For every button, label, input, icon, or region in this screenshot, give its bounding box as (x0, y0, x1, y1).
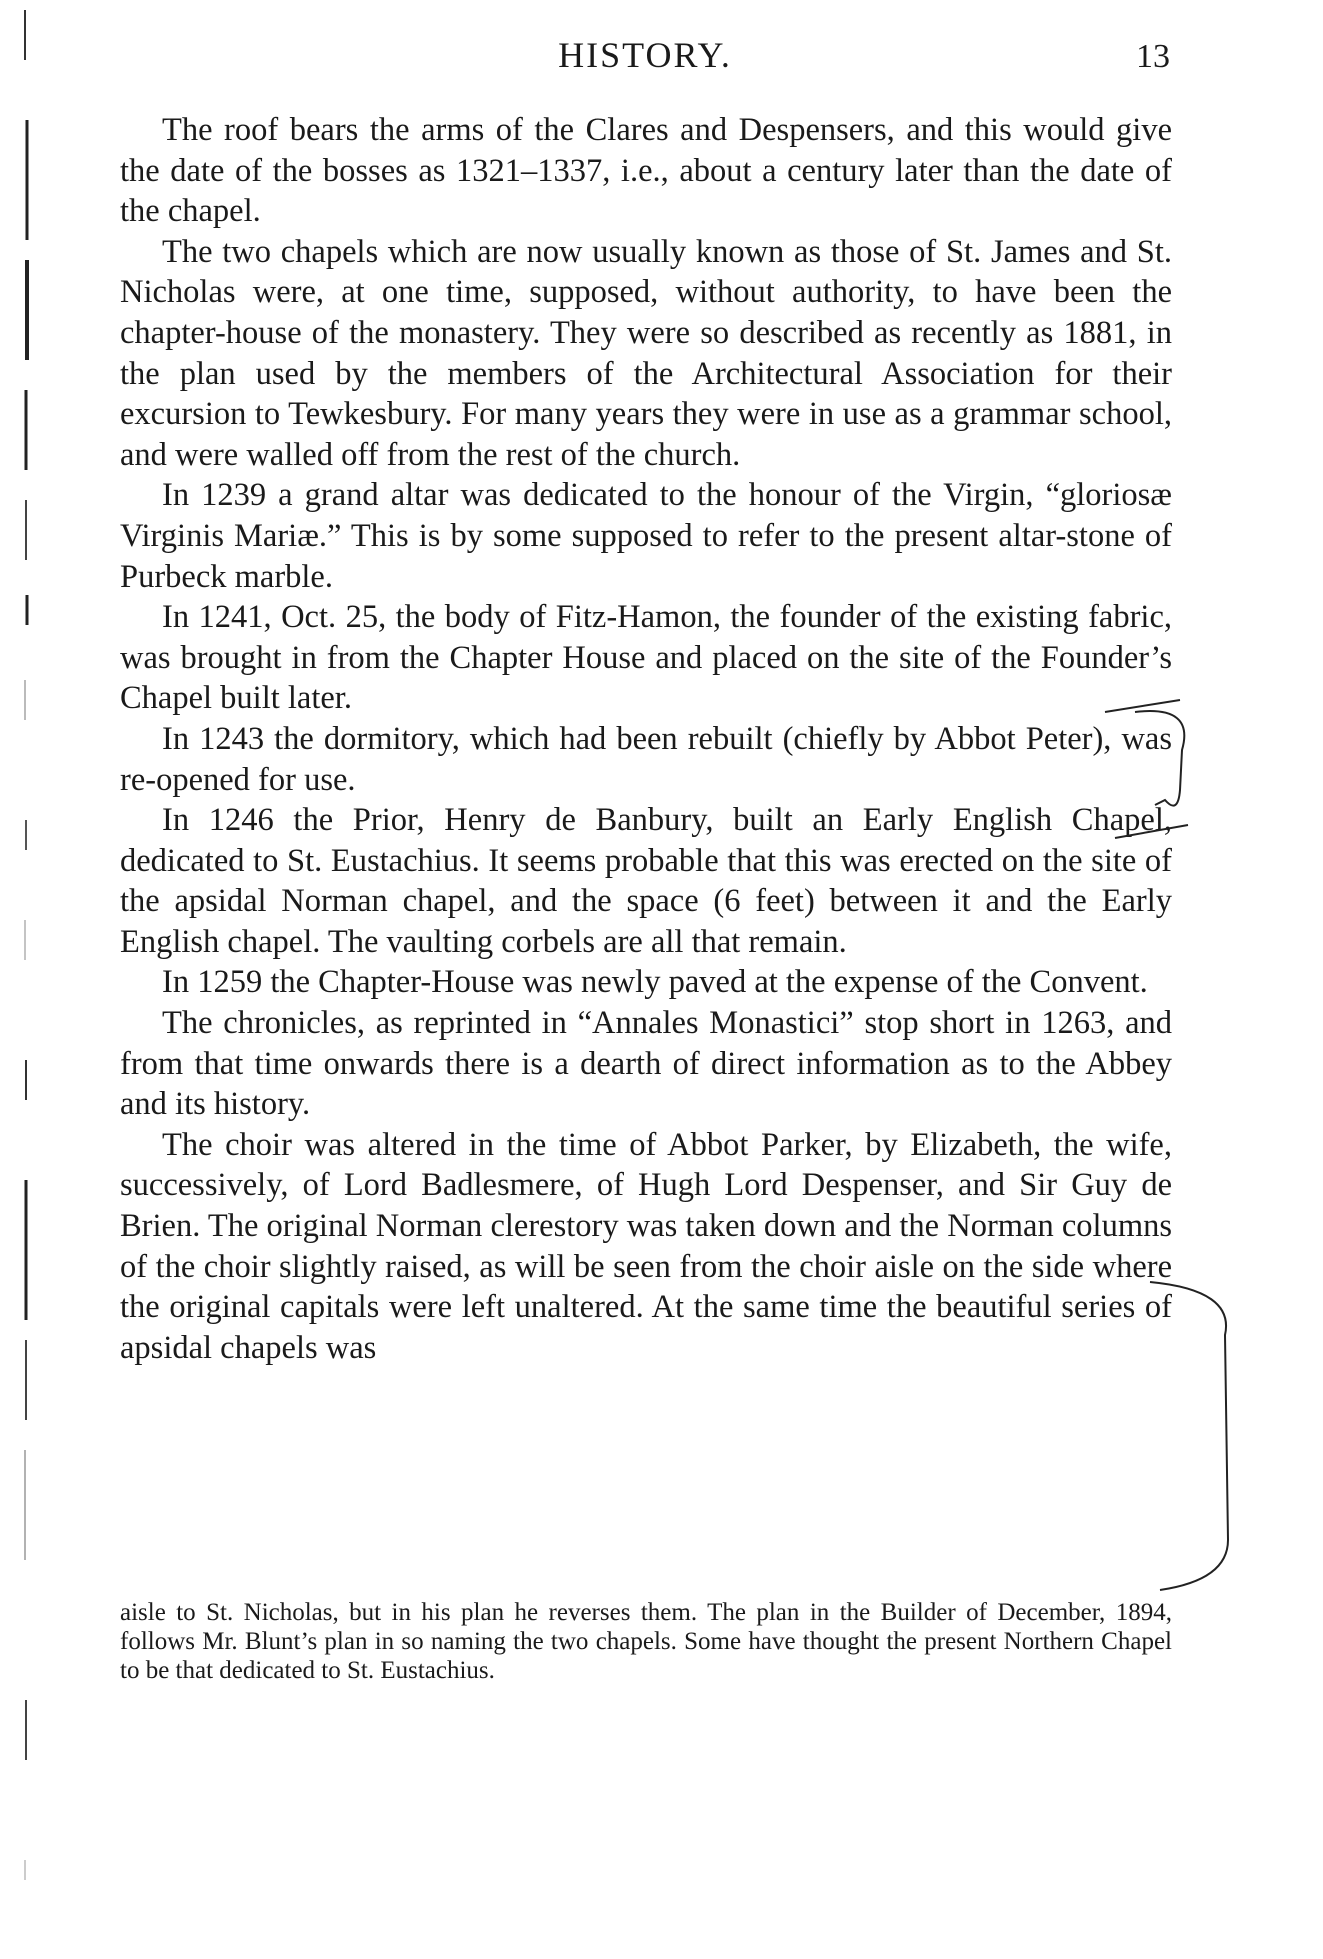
paragraph: In 1243 the dormitory, which had been rebuilt (chiefly by Abbot Peter), was re-opened for use. (120, 720, 1172, 798)
paragraph: The roof bears the arms of the Clares and Despensers, and this would give the date of the bosses as 1321–1337, i.e., about a century later than the date of the chapel. (120, 112, 1172, 230)
paragraph: The choir was altered in the time of Abbot Parker, by Elizabeth, the wife, successively, of Lord Badlesmere, of Hugh Lord Despenser, and Sir Guy de Brien. The original Norman clerestory was taken down and the Norman columns of the choir slightly raised, as will be seen from the choir aisle on the side where the original capitals were left unaltered. At the same time the beautiful series of apsidal chapels was (120, 1126, 1172, 1366)
footnote (120, 1598, 1172, 1685)
paragraph: The two chapels which are now usually known as those of St. James and St. Nicholas were, at one time, supposed, without authority, to have been the chapter-house of the monastery. They were so described as recently as 1881, in the plan used by the members of the Architectural Association for their excursion to Tewkesbury. For many years they were in use as a grammar school, and were walled off from the rest of the church. (120, 233, 1172, 473)
running-title: HISTORY. (558, 35, 732, 75)
footnote-text: aisle to St. Nicholas, but in his plan he reverses them. The plan in the Builder of December, 1894, follows Mr. Blunt’s plan in so naming the two chapels. Some have thought the present Northern Chapel to be that dedicated to St. Eustachius. (120, 1599, 1172, 1684)
left-margin-scan-marks (10, 0, 40, 1954)
paragraph: In 1246 the Prior, Henry de Banbury, built an Early English Chapel, dedicated to St. Eustachius. It seems probable that this was erected on the site of the apsidal Norman chapel, and the space (6 feet) between it and the Early English chapel. The vaulting corbels are all that remain. (120, 802, 1172, 960)
page-number: 13 (1136, 38, 1170, 75)
paragraph: In 1239 a grand altar was dedicated to the honour of the Virgin, “gloriosæ Virginis Mariæ.” This is by some supposed to refer to the present altar-stone of Purbeck marble. (120, 477, 1172, 595)
margin-marks-graphic (10, 0, 40, 1954)
paragraph: The chronicles, as reprinted in “Annales Monastici” stop short in 1263, and from that time onwards there is a dearth of direct information as to the Abbey and its history. (120, 1005, 1172, 1123)
body-text (120, 110, 1172, 1368)
paragraph: In 1241, Oct. 25, the body of Fitz-Hamon, the founder of the existing fabric, was brought in from the Chapter House and placed on the site of the Founder’s Chapel built later. (120, 599, 1172, 717)
paragraph: In 1259 the Chapter-House was newly paved at the expense of the Convent. (162, 964, 1148, 1001)
running-head (120, 34, 1170, 84)
